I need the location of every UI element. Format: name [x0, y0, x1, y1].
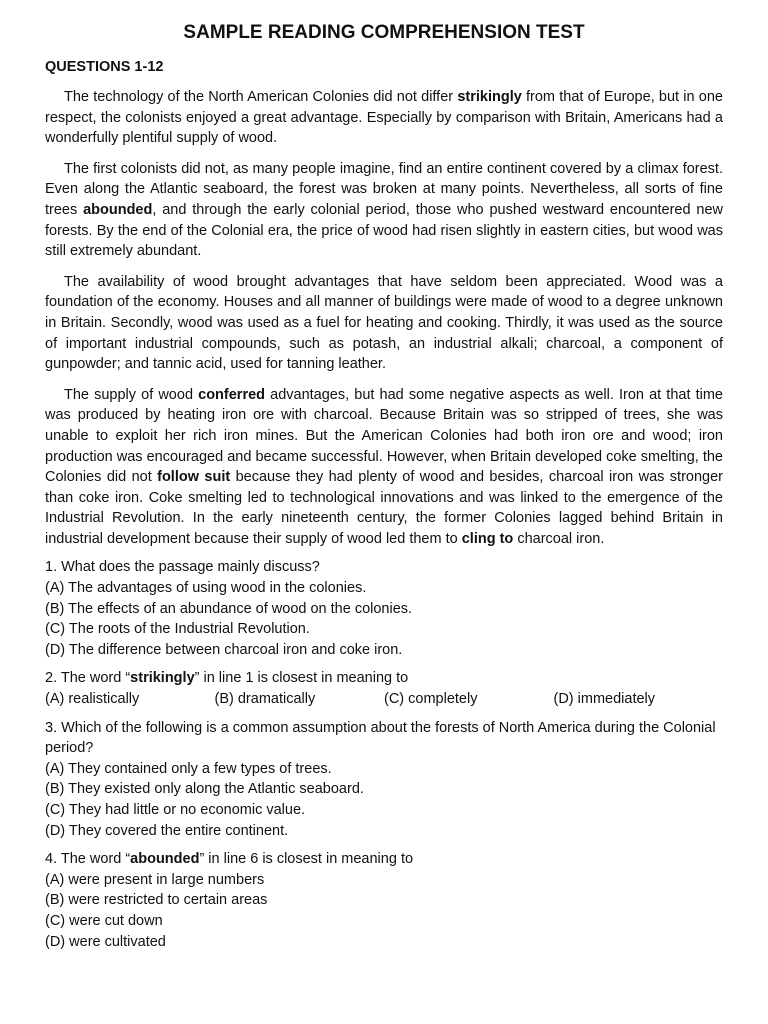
answer-option[interactable]: (B) dramatically — [214, 691, 316, 708]
emphasized-word: conferred — [198, 386, 266, 403]
text-run: The supply of wood — [64, 386, 199, 403]
answer-option[interactable]: (B) They existed only along the Atlantic seaboard. — [45, 781, 364, 798]
text-run: 2. The word “ — [45, 670, 131, 687]
text-run: , and through the early colonial period, those who pushed westward encountered new forests. By the end of the Colonial era, the price of wood had risen slightly in eastern cities, but wood was still extremely abundant. — [45, 201, 723, 260]
answer-option[interactable]: (B) were restricted to certain areas — [45, 892, 268, 909]
question-stem — [45, 718, 723, 759]
answer-options — [45, 578, 723, 660]
answer-options — [45, 689, 723, 710]
text-run: because they had plenty of wood and besides, charcoal iron was stronger than coke iron. Coke smelting led to technological innovations and was linked to the emergence of the Industrial Revolution. In the early nineteenth century, the former Colonies lagged behind Britain in industrial development because their supply of wood led them to — [45, 469, 723, 547]
answer-option[interactable]: (C) completely — [384, 691, 478, 708]
text-run: The technology of the North American Colonies did not differ — [64, 89, 458, 105]
question-list — [45, 557, 723, 952]
answer-option[interactable]: (D) The difference between charcoal iron and coke iron. — [45, 641, 403, 658]
answer-option[interactable]: (B) The effects of an abundance of wood on the colonies. — [45, 600, 413, 617]
emphasized-word: cling to — [461, 530, 514, 547]
answer-option[interactable]: (A) The advantages of using wood in the colonies. — [45, 580, 367, 597]
text-run: from that of Europe, but in one respect, the colonists enjoyed a great advantage. Especially by comparison with Britain, Americans had a wonderfully plentiful supply of wood. — [45, 89, 723, 147]
question — [45, 668, 723, 709]
answer-option[interactable]: (A) were present in large numbers — [45, 871, 265, 888]
answer-options — [45, 870, 723, 952]
text-run: 1. What does the passage mainly discuss? — [45, 559, 320, 576]
question-stem — [45, 849, 723, 870]
reading-passage — [45, 87, 723, 549]
question-stem — [45, 557, 723, 578]
answer-option[interactable]: (C) They had little or no economic value. — [45, 802, 306, 818]
emphasized-word: strikingly — [457, 89, 522, 105]
answer-option[interactable]: (D) They covered the entire continent. — [45, 822, 289, 839]
question — [45, 557, 723, 660]
text-run: 4. The word “ — [45, 851, 131, 868]
answer-option[interactable]: (A) They contained only a few types of trees. — [45, 760, 332, 777]
answer-option[interactable]: (C) The roots of the Industrial Revolution. — [45, 621, 310, 638]
section-label: QUESTIONS 1-12 — [45, 59, 164, 75]
text-run: advantages, but had some negative aspects as well. Iron at that time was produced by heating iron ore with charcoal. Because Britain was so stripped of trees, she was unable to exploit her rich iron mines. But the American Colonies had both iron ore and wood; iron production was encouraged and became successful. However, when Britain developed coke smelting, the Colonies did not — [45, 386, 723, 486]
text-run: The first colonists did not, as many people imagine, find an entire continent covered by a climax forest. Even along the Atlantic seaboard, the forest was broken at many points. Nevertheless, all sorts of fine trees — [45, 160, 723, 218]
passage-paragraph — [45, 87, 723, 149]
question-stem — [45, 668, 723, 689]
emphasized-word: strikingly — [130, 670, 195, 687]
emphasized-word: abounded — [130, 851, 200, 868]
text-run: charcoal iron. — [513, 530, 605, 547]
passage-paragraph — [45, 272, 723, 375]
text-run: ” in line 1 is closest in meaning to — [194, 670, 409, 687]
question — [45, 718, 723, 842]
answer-option[interactable]: (D) were cultivated — [45, 933, 166, 950]
passage-paragraph — [45, 385, 723, 550]
text-run: ” in line 6 is closest in meaning to — [199, 851, 414, 868]
question — [45, 849, 723, 952]
emphasized-word: follow suit — [157, 469, 231, 486]
answer-options — [45, 759, 723, 841]
text-run: The availability of wood brought advantages that have seldom been appreciated. Wood was a foundation of the economy. Houses and all manner of buildings were made of wood to a degree unknown in Britain. Secondly, wood was used as a fuel for heating and cooking. Thirdly, it was used as the source of important industrial compounds, such as potash, an industrial alkali; charcoal, a component of gunpowder; and tannic acid, used for tanning leather. — [45, 273, 723, 373]
passage-paragraph — [45, 159, 723, 262]
answer-option[interactable]: (D) immediately — [553, 691, 656, 708]
answer-option[interactable]: (C) were cut down — [45, 912, 163, 929]
document-title: SAMPLE READING COMPREHENSION TEST — [183, 22, 585, 43]
emphasized-word: abounded — [83, 201, 153, 218]
text-run: 3. Which of the following is a common assumption about the forests of North America during the Colonial period? — [45, 719, 716, 757]
answer-option[interactable]: (A) realistically — [45, 691, 140, 708]
